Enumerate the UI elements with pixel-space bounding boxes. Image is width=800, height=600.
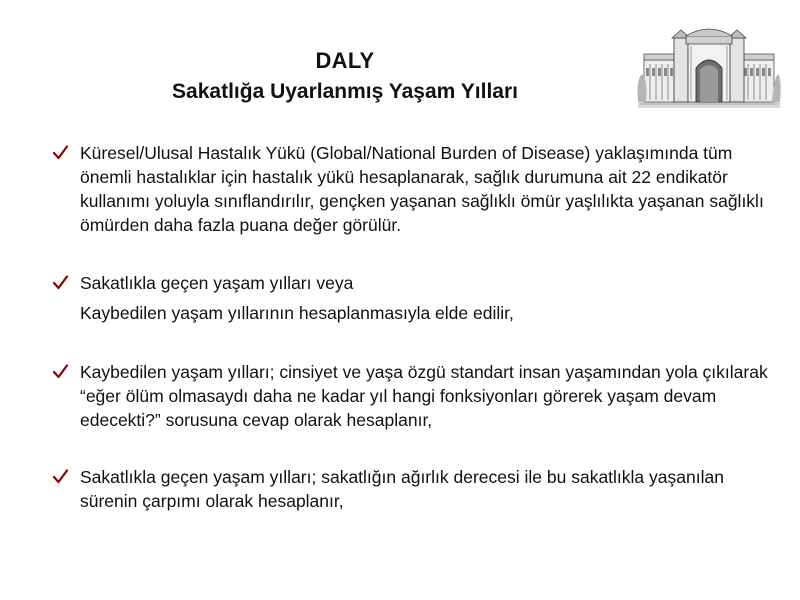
bullet-item: [52, 271, 772, 325]
bullet-continuation: Kaybedilen yaşam yıllarının hesaplanmasıyla elde edilir,: [80, 303, 514, 323]
checkmark-icon: [52, 144, 69, 161]
bullet-list: [52, 141, 772, 513]
checkmark-icon: [52, 468, 69, 485]
bullet-text: Sakatlıkla geçen yaşam yılları veya: [80, 273, 354, 293]
university-gate-icon: [636, 16, 782, 112]
bullet-item: [52, 360, 772, 432]
bullet-text: Sakatlıkla geçen yaşam yılları; sakatlığın ağırlık derecesi ile bu sakatlıkla yaşanılan sürenin çarpımı olarak hesaplanır,: [80, 467, 724, 511]
bullet-text: Küresel/Ulusal Hastalık Yükü (Global/National Burden of Disease) yaklaşımında tüm önemli hastalıklar için hastalık yükü hesaplanarak, sağlık durumuna ait 22 endikatör kullanımı yoluyla sınıflandırılır, gençken yaşanan sağlıklı ömür yaşlılıkta yaşanan sağlıklı ömürden daha fazla puana değer görülür.: [80, 143, 764, 235]
slide-subtitle: Sakatlığa Uyarlanmış Yaşam Yılları: [172, 80, 518, 103]
slide-title: DALY: [315, 48, 375, 73]
checkmark-icon: [52, 363, 69, 380]
bullet-text: Kaybedilen yaşam yılları; cinsiyet ve yaşa özgü standart insan yaşamından yola çıkılarak “eğer ölüm olmasaydı daha ne kadar yıl hangi fonksiyonları görerek yaşam devam edecekti?” sorusuna cevap olarak hesaplanır,: [80, 362, 768, 430]
checkmark-icon: [52, 274, 69, 291]
bullet-item: [52, 141, 772, 237]
bullet-item: [52, 465, 772, 513]
